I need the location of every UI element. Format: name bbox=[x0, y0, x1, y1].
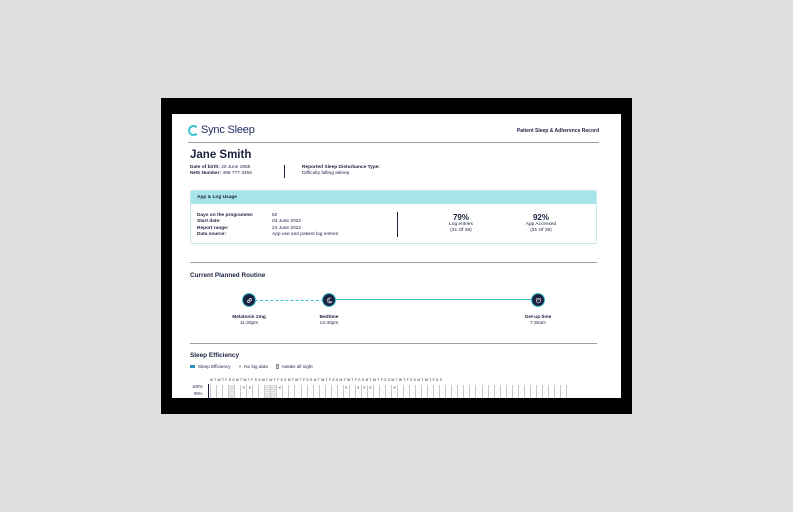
efficiency-day-grid bbox=[210, 385, 572, 398]
routine-step-time: 12:30pm bbox=[319, 320, 339, 326]
legend-label: Sleep Efficiency bbox=[198, 364, 231, 369]
nhs-value: 485 777 3456 bbox=[222, 171, 252, 177]
axis-label-100: 100% bbox=[192, 384, 203, 389]
section-divider-efficiency bbox=[190, 343, 597, 344]
disturbance-info bbox=[302, 165, 380, 178]
pill-icon bbox=[242, 293, 256, 307]
routine-step-name: Get-up time bbox=[524, 315, 552, 320]
app-accessed-stat bbox=[511, 213, 571, 233]
patient-details bbox=[190, 165, 252, 178]
start-label: Start date: bbox=[197, 219, 221, 225]
usage-divider bbox=[397, 212, 398, 237]
awake-swatch-icon bbox=[276, 364, 279, 369]
brand-name: Sync Sleep bbox=[201, 124, 255, 136]
patient-divider bbox=[284, 165, 285, 178]
usage-heading: App & Log Usage bbox=[191, 191, 596, 204]
start-value: 03 June 2022 bbox=[272, 219, 302, 225]
app-accessed-pct: 92% bbox=[532, 213, 549, 222]
efficiency-legend bbox=[190, 364, 313, 369]
source-value: App use and patient log entries bbox=[272, 231, 339, 237]
routine-solid-line bbox=[329, 299, 539, 300]
record-title: Patient Sleep & Adherence Record bbox=[516, 128, 599, 134]
days-value: 62 bbox=[272, 213, 278, 218]
moon-icon bbox=[322, 293, 336, 307]
log-entries-label: Log entries bbox=[449, 222, 473, 227]
cross-icon: × bbox=[238, 364, 242, 369]
log-entries-detail: (31 Of 39) bbox=[450, 227, 472, 233]
sleep-efficiency-swatch-icon bbox=[190, 365, 195, 368]
routine-step-time: 11:30pm bbox=[239, 320, 259, 326]
legend-label: Awake all night bbox=[281, 364, 313, 369]
routine-step-name: Melatonin 2mg bbox=[232, 315, 266, 320]
legend-awake bbox=[276, 364, 313, 369]
log-entries-pct: 79% bbox=[452, 213, 469, 222]
routine-dashed-line bbox=[250, 300, 329, 301]
section-divider-routine bbox=[190, 262, 597, 263]
days-label: Days on the programme: bbox=[197, 213, 254, 218]
disturbance-value: Difficulty falling asleep bbox=[302, 171, 350, 177]
legend-label: No log data bbox=[244, 364, 268, 369]
day-letters: M T W T F S S M T W T F S S M T W T F S S M T W T F S S M T W T F S S M T W T F S S M T W T F S S M T W T F S S M T W T F S S bbox=[210, 378, 443, 382]
efficiency-day: × bbox=[355, 385, 361, 398]
range-label: Report range: bbox=[197, 225, 229, 231]
range-value: 24 June 2022 bbox=[272, 225, 302, 231]
efficiency-day: × bbox=[276, 385, 282, 398]
app-accessed-label: App Accessed bbox=[525, 222, 557, 227]
routine-step-name: Bedtime bbox=[319, 315, 339, 320]
routine-step-getup bbox=[508, 315, 568, 326]
routine-step-melatonin bbox=[219, 315, 279, 326]
report-page bbox=[172, 114, 621, 398]
legend-no-log bbox=[239, 364, 268, 369]
routine-step-time: 7:30am bbox=[530, 320, 546, 326]
dob-value: 20 June 1955 bbox=[221, 165, 251, 170]
efficiency-day: × bbox=[343, 385, 349, 398]
app-accessed-detail: (31 Of 39) bbox=[530, 227, 552, 233]
legend-sleep-efficiency bbox=[190, 364, 231, 369]
nhs-label: NHS Number: bbox=[190, 171, 222, 177]
usage-values bbox=[272, 213, 338, 238]
axis-label-95: 95% bbox=[194, 391, 203, 396]
log-entries-stat bbox=[431, 213, 491, 233]
efficiency-day: × bbox=[391, 385, 397, 398]
efficiency-day: × bbox=[367, 385, 373, 398]
usage-panel bbox=[190, 190, 597, 244]
efficiency-day: × bbox=[361, 385, 367, 398]
disturbance-label: Reported Sleep Disturbance Type: bbox=[302, 165, 381, 170]
dob-label: Date of birth: bbox=[190, 165, 220, 170]
y-axis-line bbox=[208, 384, 209, 398]
header-divider bbox=[188, 142, 599, 143]
efficiency-day: × bbox=[240, 385, 246, 398]
sync-logo-icon bbox=[188, 125, 199, 136]
efficiency-title: Sleep Efficiency bbox=[190, 352, 240, 359]
source-label: Data source: bbox=[197, 231, 227, 237]
usage-labels bbox=[197, 213, 254, 238]
efficiency-day bbox=[566, 385, 572, 398]
routine-step-bedtime bbox=[299, 315, 359, 326]
routine-title: Current Planned Routine bbox=[190, 272, 266, 279]
efficiency-day: × bbox=[246, 385, 252, 398]
alarm-clock-icon bbox=[531, 293, 545, 307]
brand-logo bbox=[188, 124, 255, 136]
patient-name: Jane Smith bbox=[190, 149, 252, 161]
